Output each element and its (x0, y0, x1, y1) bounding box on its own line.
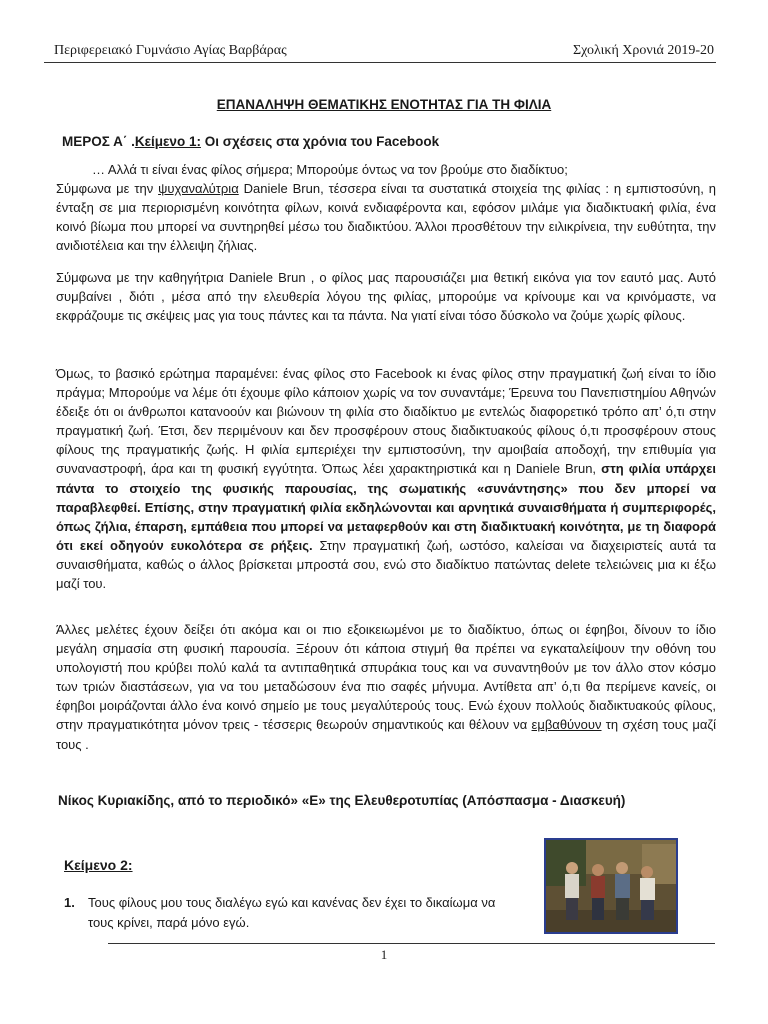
worksheet-title: ΕΠΑΝΑΛΗΨΗ ΘΕΜΑΤΙΚΗΣ ΕΝΟΤΗΤΑΣ ΓΙΑ ΤΗ ΦΙΛΙΑ (216, 97, 552, 112)
paragraph-3 (56, 364, 716, 593)
paragraph-3-body (56, 364, 716, 593)
footer-rule (108, 943, 715, 944)
friends-photo (544, 838, 678, 934)
paragraph-1-text-b: Daniele Brun, τέσσερα είναι τα συστατικά στοιχεία της φιλίας : η εμπιστοσύνη, η ένταξη σε μια περιορισμένη κοινότητα φίλων, κοινά ενδιαφέροντα και, εφόσον μιλάμε για διαδικτυακή φιλία, ένα κοινό βίωμα που μπορεί να συντηρηθεί μέσω του διαδικτύου. Άλλοι προσθέτουν την ειλικρίνεια, την ευθύτητα, την ανιδιοτέλεια και την έλλειψη ζήλιας. (56, 181, 716, 254)
paragraph-1-text-a: Σύμφωνα με την (56, 181, 159, 197)
underlined-word-deepen: εμβαθύνουν (531, 717, 602, 733)
source-citation: Νίκος Κυριακίδης, από το περιοδικό» «Ε» της Ελευθεροτυπίας (Απόσπασμα - Διασκευή) (58, 793, 626, 808)
text-1-label: Κείμενο 1: (134, 134, 201, 149)
paragraph-1-body (56, 179, 716, 255)
paragraph-1-lead: … Αλλά τι είναι ένας φίλος σήμερα; Μπορούμε όντως να τον βρούμε στο διαδίκτυο; (92, 162, 568, 177)
friends-photo-image (546, 840, 676, 932)
list-item-text: Τους φίλους μου τους διαλέγω εγώ και κανένας δεν έχει το δικαίωμα να τους κρίνει, παρά μόνο εγώ. (88, 895, 496, 930)
paragraph-2-text: Σύμφωνα με την καθηγήτρια Daniele Brun , ο φίλος μας παρουσιάζει μια θετική εικόνα για τον εαυτό μας. Αυτό συμβαίνει , διότι , μέσα από την ελευθερία λόγου της φιλίας, μπορούμε να κρίνουμε και να κρινόμαστε, να εκφράζουμε τις σκέψεις μας για τους πάντες και τα πάντα. Να γιατί είναι τόσο δύσκολο να ζούμε χωρίς φίλους. (56, 270, 716, 324)
paragraph-4 (56, 620, 716, 754)
part-heading (62, 134, 439, 149)
underlined-word-psychoanalyst: ψυχαναλύτρια (158, 181, 239, 197)
paragraph-3-bold-quote: στη φιλία υπάρχει πάντα το στοιχείο της φυσικής παρουσίας, της σωματικής «συνάντησης» που δεν μπορεί να παραβλεφθεί. Επίσης, στην πραγματική φιλία εκδηλώνονται και αρνητικά συναισθήματα ή συμπεριφορές, όπως ζήλια, έπαρση, εμπάθεια που μπορεί να μεταφερθούν και στη διαδικτυακή κοινότητα, με τη διαφορά ότι εκεί οδηγούν ευκολότερα σε ρήξεις. (56, 461, 717, 553)
paragraph-3-text-a: Όμως, το βασικό ερώτημα παραμένει: ένας φίλος στο Facebook κι ένας φίλος στην πραγματική ζωή είναι το ίδιο πράγμα; Μπορούμε να λέμε ότι έχουμε φίλο κάποιον χωρίς να τον συναντάμε; Έρευνα του Πανεπιστημίου Αθηνών έδειξε ότι οι άνθρωποι κατανοούν και βιώνουν τη φιλία στο διαδίκτυο με εντελώς διαφορετικό τρόπο απ’ ό,τι στην πραγματική ζωή. Έτσι, δεν περιμένουν και δεν προσφέρουν στους διαδικτυακούς φίλους ό,τι προσφέρουν στους φίλους της πραγματικής ζωής. Η φιλία εμπεριέχει την εμπιστοσύνη, την αμοιβαία αποδοχή, την επιθυμία για συναναστροφή, άρα και τη φυσική εγγύτητα. Όπως λέει χαρακτηριστικά και η Daniele Brun, (56, 366, 716, 477)
paragraph-2 (56, 268, 716, 325)
text-2-label: Κείμενο 2: (64, 857, 133, 873)
school-year: Σχολική Χρονιά 2019-20 (572, 43, 714, 58)
page-number: 1 (380, 947, 388, 962)
page-header (44, 42, 716, 63)
paragraph-4-body (56, 620, 716, 754)
paragraph-1 (56, 160, 716, 255)
list-item-number: 1. (64, 895, 75, 910)
part-label: ΜΕΡΟΣ Α΄ . (62, 134, 135, 149)
paragraph-3-text-b: Στην πραγματική ζωή, ωστόσο, καλείσαι να διαχειριστείς αυτά τα συναισθήματα, καθώς ο άλλος βρίσκεται μπροστά σου, ενώ στο διαδίκτυο πατώντας delete τελειώνεις μια κι έξω μαζί του. (56, 537, 716, 592)
paragraph-4-text-a: Άλλες μελέτες έχουν δείξει ότι ακόμα και οι πιο εξοικειωμένοι με το διαδίκτυο, όπως οι έφηβοι, δίνουν το ίδιο μεγάλη σημασία στη φυσική παρουσία. Ξέρουν ότι κάποια στιγμή θα πρέπει να εγκαταλείψουν την οθόνη του υπολογιστή που κρύβει πολύ καλά τα αντιπαθητικά σπυράκια τους και να συναντηθούν με τον άλλο στον κόσμο των τριών διαστάσεων, για να του μεταδώσουν ένα πιο σαφές μήνυμα. Αντίθετα απ’ ό,τι θα περίμενε κανείς, οι έφηβοι μοιράζονται άλλο ένα κοινό σημείο με τους μεγαλύτερούς τους. Ενώ έχουν πολλούς διαδικτυακούς φίλους, στην πραγματικότητα μόνον τρεις - τέσσερις θεωρούν σημαντικούς και θέλουν να (56, 622, 716, 733)
paragraph-4-text-b: τη σχέση τους μαζί τους . (56, 717, 717, 752)
school-name: Περιφερειακό Γυμνάσιο Αγίας Βαρβάρας (54, 43, 287, 58)
text-1-title: Οι σχέσεις στα χρόνια του Facebook (200, 134, 440, 149)
